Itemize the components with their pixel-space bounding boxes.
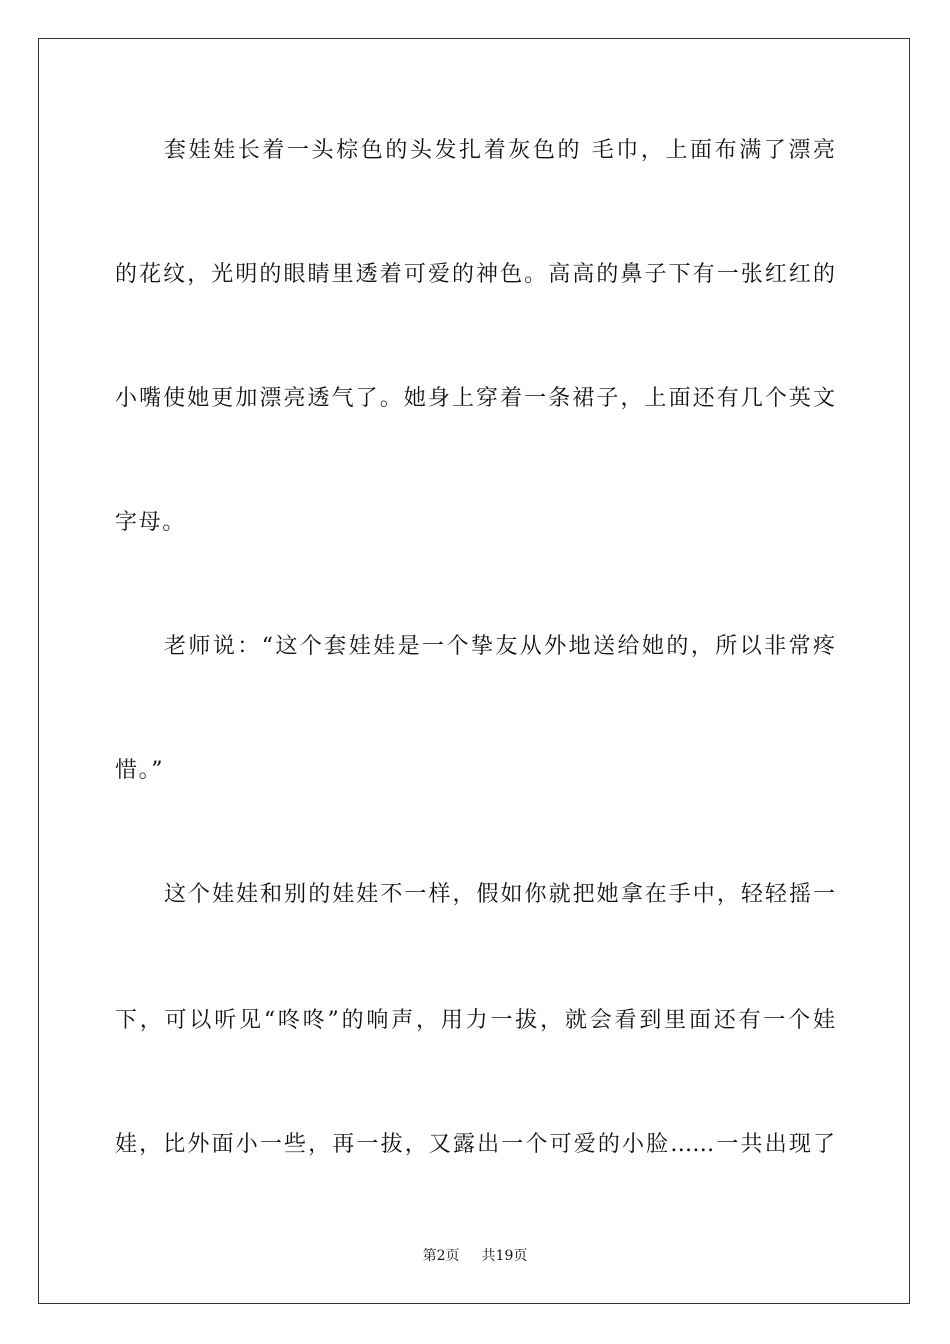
text-line: 惜。”	[115, 758, 165, 783]
text-line: 这个娃娃和别的娃娃不一样，假如你就把她拿在手中，轻轻摇一	[164, 882, 835, 907]
text-line: 娃，比外面小一些，再一拔，又露出一个可爱的小脸……一共出现了	[115, 1132, 835, 1157]
text-line: 老师说：“这个套娃娃是一个挚友从外地送给她的，所以非常疼	[164, 634, 835, 659]
text-line: 小嘴使她更加漂亮透气了。她身上穿着一条裙子，上面还有几个英文	[115, 386, 835, 411]
page-footer	[0, 1246, 950, 1266]
text-line: 下，可以听见“咚咚”的响声，用力一拔，就会看到里面还有一个娃	[115, 1008, 835, 1033]
page-number: 第2页	[422, 1248, 460, 1264]
page-total: 共19页	[481, 1248, 528, 1264]
text-line: 的花纹，光明的眼睛里透着可爱的神色。高高的鼻子下有一张红红的	[115, 262, 835, 287]
page-border	[38, 38, 910, 1304]
text-line: 字母。	[115, 510, 186, 535]
text-line: 套娃娃长着一头棕色的头发扎着灰色的 毛巾，上面布满了漂亮	[164, 138, 835, 163]
